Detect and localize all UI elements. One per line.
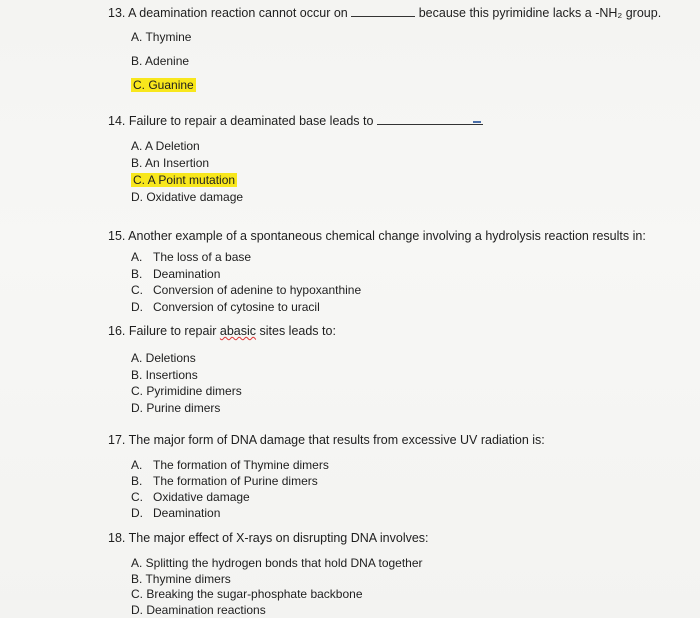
option-13-c[interactable]: C. Guanine <box>133 78 194 92</box>
question-16-options <box>131 350 242 416</box>
question-13-suffix: because this pyrimidine lacks a -NH₂ group. <box>418 6 662 20</box>
question-13-prefix: 13. A deamination reaction cannot occur on <box>108 6 348 20</box>
option-13-b[interactable]: B. Adenine <box>131 54 190 68</box>
option-14-c[interactable]: C. A Point mutation <box>133 173 236 187</box>
option-17-a-letter: A. <box>131 458 143 472</box>
question-16 <box>108 323 336 339</box>
option-15-b[interactable] <box>131 266 361 283</box>
question-17 <box>108 432 545 448</box>
option-15-a[interactable] <box>131 249 361 266</box>
option-17-a[interactable] <box>131 457 329 473</box>
cursor-mark <box>473 121 481 123</box>
option-13-c-row <box>131 78 196 92</box>
option-17-b[interactable] <box>131 473 329 489</box>
option-17-b-text: The formation of Purine dimers <box>153 474 318 488</box>
option-15-c[interactable] <box>131 282 361 299</box>
option-18-a[interactable]: A. Splitting the hydrogen bonds that hold DNA together <box>131 556 423 570</box>
option-14-d[interactable]: D. Oxidative damage <box>131 190 244 204</box>
option-15-d[interactable] <box>131 299 361 316</box>
option-18-b[interactable]: B. Thymine dimers <box>131 571 231 586</box>
option-15-b-text: Deamination <box>153 266 221 281</box>
option-18-d[interactable]: D. Deamination reactions <box>131 602 266 617</box>
option-16-b[interactable]: B. Insertions <box>131 367 198 382</box>
option-17-a-text: The formation of Thymine dimers <box>153 458 329 472</box>
question-18 <box>108 530 429 546</box>
option-14-c-row <box>131 172 243 189</box>
question-14 <box>108 113 481 129</box>
question-15 <box>108 228 646 244</box>
option-17-d[interactable] <box>131 505 329 521</box>
option-14-b[interactable]: B. An Insertion <box>131 156 210 170</box>
option-17-d-letter: D. <box>131 506 143 520</box>
option-16-a[interactable]: A. Deletions <box>131 351 196 365</box>
question-17-options <box>131 457 329 521</box>
question-14-options <box>131 138 243 206</box>
question-14-prefix: 14. Failure to repair a deaminated base leads to <box>108 114 374 128</box>
option-14-a[interactable]: A. A Deletion <box>131 139 200 153</box>
option-15-a-text: The loss of a base <box>153 250 252 264</box>
question-13-blank <box>351 6 415 17</box>
question-14-blank <box>377 114 483 125</box>
option-13-a[interactable]: A. Thymine <box>131 30 192 44</box>
option-17-d-text: Deamination <box>153 506 221 520</box>
question-16-typo-word: abasic <box>219 324 257 338</box>
question-16-prefix: 16. Failure to repair <box>108 324 217 338</box>
option-15-c-letter: C. <box>131 283 143 297</box>
option-16-c[interactable]: C. Pyrimidine dimers <box>131 384 242 398</box>
question-13-options <box>131 30 196 92</box>
option-15-a-letter: A. <box>131 250 143 264</box>
question-13 <box>108 5 661 21</box>
question-18-text: 18. The major effect of X-rays on disrupting DNA involves: <box>108 531 429 545</box>
option-18-c[interactable]: C. Breaking the sugar-phosphate backbone <box>131 587 363 601</box>
question-16-suffix: sites leads to: <box>259 324 336 338</box>
option-17-c-text: Oxidative damage <box>153 490 250 504</box>
question-17-text: 17. The major form of DNA damage that results from excessive UV radiation is: <box>108 433 545 447</box>
question-15-options <box>131 249 361 315</box>
option-16-d[interactable]: D. Purine dimers <box>131 400 221 415</box>
option-15-c-text: Conversion of adenine to hypoxanthine <box>153 283 362 297</box>
question-18-options <box>131 556 423 618</box>
option-15-d-text: Conversion of cytosine to uracil <box>153 299 320 314</box>
option-15-d-letter: D. <box>131 299 143 314</box>
option-17-b-letter: B. <box>131 474 143 488</box>
option-17-c-letter: C. <box>131 490 143 504</box>
option-17-c[interactable] <box>131 489 329 505</box>
question-15-text: 15. Another example of a spontaneous chemical change involving a hydrolysis reaction results in: <box>108 229 646 243</box>
option-15-b-letter: B. <box>131 266 143 281</box>
